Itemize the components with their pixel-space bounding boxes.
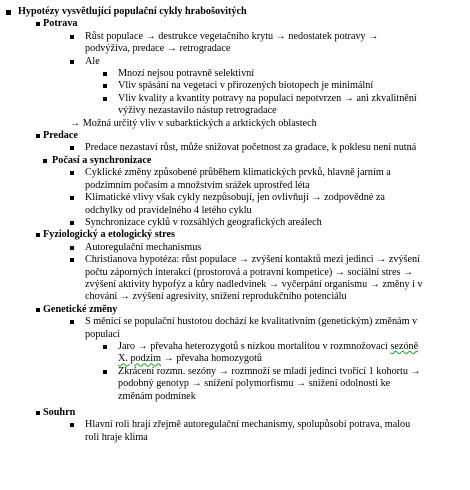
- sub-list-item: [0, 366, 462, 378]
- item-text: Predace nezastaví růst, může snižovat početnost za gradace, k poklesu není nutná: [85, 142, 417, 154]
- list-item: [0, 242, 462, 254]
- item-text: Vliv spásání na vegetaci v přirozených biotopech je minimální: [118, 80, 374, 92]
- square-bullet-icon: [6, 10, 11, 15]
- sub-list-item-continuation: změnám podmínek: [118, 390, 196, 402]
- outline: [0, 6, 462, 444]
- sub-list-item-continuation: [0, 353, 462, 365]
- item-text: Klimatické vlivy však cykly nezpůsobují, jen ovlivňují → zodpovědné za: [85, 192, 385, 204]
- list-item: [0, 316, 462, 328]
- square-bullet-icon: [70, 146, 74, 150]
- item-text: → převaha homozygotů: [161, 353, 263, 365]
- heading-text: Počasí a synchronizace: [52, 154, 152, 166]
- item-text: Ale: [85, 55, 100, 67]
- square-bullet-icon: [43, 159, 47, 163]
- item-text: Autoregulační mechanismus: [85, 241, 202, 253]
- square-bullet-icon: [36, 411, 40, 415]
- item-text: Christianova hypotéza: růst populace → zvýšení kontaktů mezi jedinci → zvýšení: [85, 254, 420, 266]
- list-item-continuation: podzimním počasím a množstvím srážek uprostřed léta: [85, 179, 310, 191]
- list-item-continuation: podvýživa, predace → retrogradace: [85, 43, 231, 55]
- list-item: [0, 31, 462, 43]
- heading-fyziologicky-stres: [0, 229, 462, 241]
- square-bullet-icon: [70, 60, 74, 64]
- note-line: → Možná určitý vliv v subarktických a arktických oblastech: [70, 117, 317, 129]
- spellcheck-word: X. podzim: [118, 353, 162, 365]
- list-item-continuation: roli hraje klima: [85, 431, 148, 443]
- square-bullet-icon: [103, 72, 107, 76]
- square-bullet-icon: [70, 171, 74, 175]
- list-item-continuation: zvýšení aktivity hypofýz a kůry nadledvinek → vyčerpání organismu → změny i v: [85, 278, 423, 290]
- list-item: [0, 254, 462, 266]
- square-bullet-icon: [36, 22, 40, 26]
- item-text: Cyklické změny způsobené průběhem klimatických prvků, hlavně jarním a: [85, 167, 391, 179]
- square-bullet-icon: [103, 84, 107, 88]
- list-item-continuation: chování → zvýšení agresivity, snížení reprodukčního potenciálu: [85, 291, 347, 303]
- square-bullet-icon: [70, 221, 74, 225]
- sub-list-item-continuation: výživy nezastavilo nástup retrogradace: [118, 105, 277, 117]
- item-text: Zkrácení rozmn. sezóny → rozmnoží se mladí jedinci tvořící 1 kohortu →: [118, 365, 421, 377]
- spellcheck-word: sezóně: [390, 340, 419, 352]
- heading-predace: [0, 130, 462, 142]
- sub-list-item: [0, 341, 462, 353]
- heading-text: Potrava: [43, 18, 78, 30]
- sub-list-item-continuation: podobný genotyp → snížení polymorfismu → snížení odolnosti ke: [118, 378, 391, 390]
- list-item-continuation: odchylky od pravidelného 4 letého cyklu: [85, 204, 252, 216]
- heading-text: Predace: [43, 130, 78, 142]
- heading-text: Genetické změny: [43, 303, 118, 315]
- item-text: Synchronizace cyklů v rozsáhlých geografických areálech: [85, 216, 322, 228]
- square-bullet-icon: [103, 97, 107, 101]
- heading-geneticke-zmeny: [0, 304, 462, 316]
- square-bullet-icon: [103, 345, 107, 349]
- item-text: Jaro → převaha heterozygotů s nízkou mortalitou v rozmnožovací: [118, 340, 388, 352]
- sub-list-item: [0, 80, 462, 92]
- square-bullet-icon: [70, 35, 74, 39]
- list-item: [0, 167, 462, 179]
- item-text: Hlavní roli hrají zřejmě autoregulační mechanismy, spolupůsobí potrava, malou: [85, 419, 411, 431]
- heading-souhrn: [0, 407, 462, 419]
- list-item: [0, 56, 462, 68]
- list-item-continuation: populaci: [85, 328, 121, 340]
- heading-text: Souhrn: [43, 407, 76, 418]
- square-bullet-icon: [70, 196, 74, 200]
- list-item: [0, 142, 462, 154]
- title-text: Hypotézy vysvětlující populační cykly hrabošovitých: [18, 6, 247, 17]
- square-bullet-icon: [36, 134, 40, 138]
- square-bullet-icon: [70, 246, 74, 250]
- heading-text: Fyziologický a etologický stres: [43, 229, 175, 241]
- outline-title: [0, 6, 462, 18]
- sub-list-item: [0, 93, 462, 105]
- heading-pocasi: [0, 155, 462, 167]
- square-bullet-icon: [36, 233, 40, 237]
- item-text: Růst populace → destrukce vegetačního krytu → nedostatek potravy →: [85, 30, 379, 42]
- square-bullet-icon: [70, 258, 74, 262]
- list-item: [0, 217, 462, 229]
- item-text: S měnící se populační hustotou dochází ke kvalitativním (genetickým) změnám v: [85, 316, 418, 328]
- list-item: [0, 419, 462, 431]
- item-text: Vliv kvality a kvantity potravy na populaci nepotvrzen → ani zkvalitnění: [118, 92, 417, 104]
- square-bullet-icon: [70, 423, 74, 427]
- heading-potrava: [0, 18, 462, 30]
- square-bullet-icon: [103, 370, 107, 374]
- item-text: Mnozí nejsou potravně selektivní: [118, 68, 255, 80]
- sub-list-item: [0, 68, 462, 80]
- square-bullet-icon: [70, 320, 74, 324]
- square-bullet-icon: [36, 308, 40, 312]
- list-item: [0, 192, 462, 204]
- list-item-continuation: počtu záporných interakcí (prostorová a potravní kompetice) → sociální stres →: [85, 266, 414, 278]
